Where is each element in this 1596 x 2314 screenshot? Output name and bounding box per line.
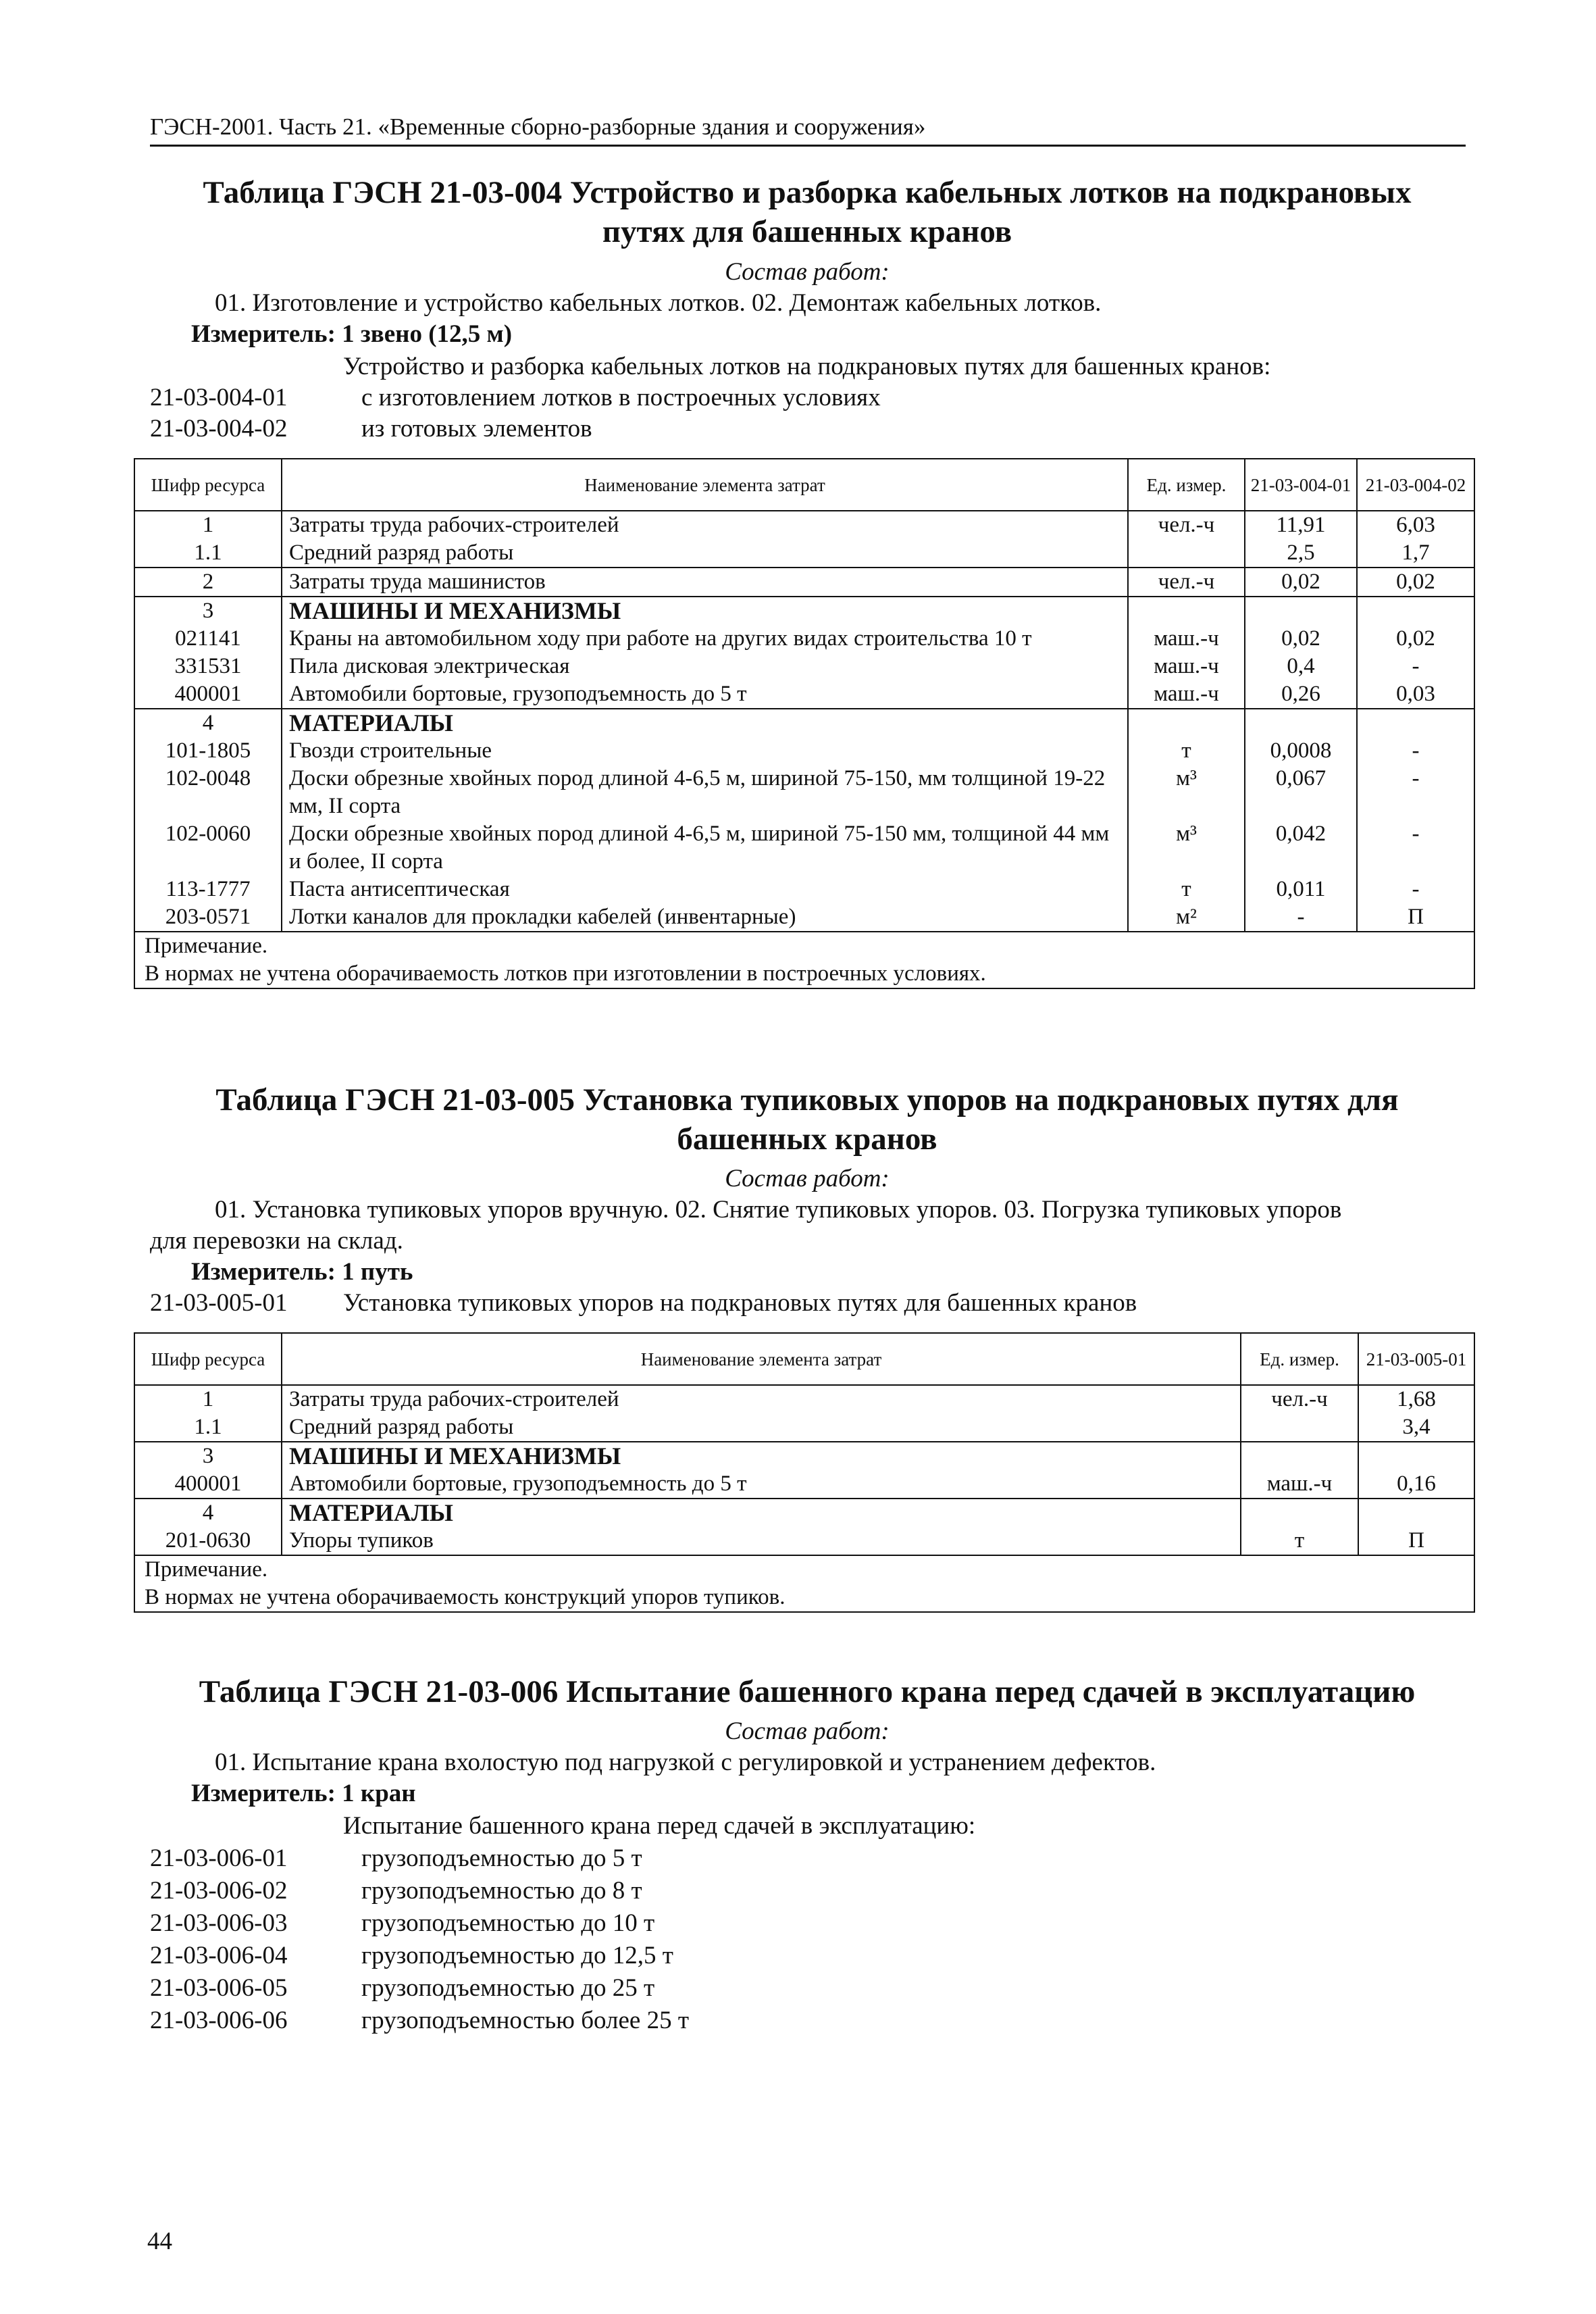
t6-code-1-desc: грузоподъемностью до 5 т: [361, 1844, 642, 1872]
t4-code-2-desc: из готовых элементов: [361, 415, 592, 443]
t5-code-desc: Установка тупиковых упоров на подкрановых путях для башенных кранов: [343, 1289, 1137, 1317]
table-row: 113-1777 Паста антисептическая т 0,011 -: [134, 876, 1474, 903]
t5-title-line1: Таблица ГЭСН 21-03-005 Установка тупиковых упоров на подкрановых путях для: [215, 1082, 1399, 1117]
t5-works-line1: 01. Установка тупиковых упоров вручную. 02. Снятие тупиковых упоров. 03. Погрузка тупиковых упоров: [215, 1196, 1342, 1224]
t6-code-2: 21-03-006-02: [150, 1877, 288, 1905]
t5-head-cipher: Шифр ресурса: [134, 1333, 282, 1385]
t5-note: В нормах не учтена оборачиваемость конструкций упоров тупиков.: [145, 1585, 786, 1609]
t5-works-line2: для перевозки на склад.: [150, 1227, 403, 1255]
t5-head-unit: Ед. измер.: [1241, 1333, 1358, 1385]
table-row: 331531 Пила дисковая электрическая маш.-ч 0,4 -: [134, 653, 1474, 680]
t5-code: 21-03-005-01: [150, 1289, 288, 1317]
t4-code-1-desc: с изготовлением лотков в построечных условиях: [361, 384, 881, 411]
t6-code-4: 21-03-006-04: [150, 1942, 288, 1969]
note-row: [134, 932, 1474, 988]
t6-intro: Испытание башенного крана перед сдачей в эксплуатацию:: [343, 1812, 976, 1840]
t6-code-3-desc: грузоподъемностью до 10 т: [361, 1909, 655, 1937]
section-row: 4 МАТЕРИАЛЫ: [134, 1499, 1474, 1527]
section-row: 3 МАШИНЫ И МЕХАНИЗМЫ: [134, 1442, 1474, 1470]
t4-code-1: 21-03-004-01: [150, 384, 288, 411]
t5-note-label: Примечание.: [145, 1557, 268, 1582]
t4-head-cipher: Шифр ресурса: [134, 459, 282, 511]
t6-code-2-desc: грузоподъемностью до 8 т: [361, 1877, 642, 1905]
t4-head-unit: Ед. измер.: [1128, 459, 1245, 511]
table-row: 2 Затраты труда машинистов чел.-ч 0,02 0,02: [134, 568, 1474, 597]
table-row: 400001 Автомобили бортовые, грузоподъемность до 5 т маш.-ч 0,26 0,03: [134, 680, 1474, 709]
table-row: 1 Затраты труда рабочих-строителей чел.-ч 1,68: [134, 1385, 1474, 1413]
table-row: 1 Затраты труда рабочих-строителей чел.-ч 11,91 6,03: [134, 511, 1474, 539]
t4-intro: Устройство и разборка кабельных лотков на подкрановых путях для башенных кранов:: [343, 353, 1271, 380]
table-row: 1.1 Средний разряд работы 2,5 1,7: [134, 539, 1474, 568]
t4-resource-table: [134, 458, 1475, 989]
section-row: 4 МАТЕРИАЛЫ: [134, 709, 1474, 737]
page-number: 44: [147, 2228, 172, 2255]
t6-composition-label: Состав работ:: [725, 1717, 890, 1745]
t6-code-6: 21-03-006-06: [150, 2007, 288, 2034]
t6-works: 01. Испытание крана вхолостую под нагрузкой с регулировкой и устранением дефектов.: [215, 1749, 1156, 1776]
t4-head-col2: 21-03-004-02: [1357, 459, 1474, 511]
t4-title-line2: путях для башенных кранов: [602, 214, 1012, 249]
t4-head-name: Наименование элемента затрат: [282, 459, 1128, 511]
t5-head-name: Наименование элемента затрат: [282, 1333, 1241, 1385]
t4-code-2: 21-03-004-02: [150, 415, 288, 443]
t6-code-6-desc: грузоподъемностью более 25 т: [361, 2007, 690, 2034]
t4-note: В нормах не учтена оборачиваемость лотков при изготовлении в построечных условиях.: [145, 961, 986, 986]
t4-head-col1: 21-03-004-01: [1245, 459, 1357, 511]
note-row: [134, 1555, 1474, 1612]
t5-header-row: [134, 1333, 1474, 1385]
table-row: 201-0630 Упоры тупиков т П: [134, 1527, 1474, 1555]
t6-code-5: 21-03-006-05: [150, 1974, 288, 2002]
table-row: 102-0060 Доски обрезные хвойных пород длиной 4-6,5 м, шириной 75-150 мм, толщиной 44 мм и более, II сорта м³ 0,042 -: [134, 820, 1474, 876]
t6-code-3: 21-03-006-03: [150, 1909, 288, 1937]
table-row: 102-0048 Доски обрезные хвойных пород длиной 4-6,5 м, шириной 75-150, мм толщиной 19-22 мм, II сорта м³ 0,067 -: [134, 765, 1474, 820]
t5-composition-label: Состав работ:: [725, 1165, 890, 1192]
t5-head-col1: 21-03-005-01: [1358, 1333, 1474, 1385]
t6-title: Таблица ГЭСН 21-03-006 Испытание башенного крана перед сдачей в эксплуатацию: [199, 1674, 1416, 1709]
t6-code-4-desc: грузоподъемностью до 12,5 т: [361, 1942, 673, 1969]
table-row: 1.1 Средний разряд работы 3,4: [134, 1413, 1474, 1442]
t4-meter: Измеритель: 1 звено (12,5 м): [191, 320, 513, 348]
t4-title-line1: Таблица ГЭСН 21-03-004 Устройство и разборка кабельных лотков на подкрановых: [203, 175, 1412, 210]
t5-meter: Измеритель: 1 путь: [191, 1258, 413, 1286]
t6-meter: Измеритель: 1 кран: [191, 1780, 416, 1807]
t6-code-1: 21-03-006-01: [150, 1844, 288, 1872]
t4-header-row: [134, 459, 1474, 511]
t6-code-5-desc: грузоподъемностью до 25 т: [361, 1974, 655, 2002]
running-header: ГЭСН-2001. Часть 21. «Временные сборно-разборные здания и сооружения»: [150, 112, 1466, 147]
table-row: 203-0571 Лотки каналов для прокладки кабелей (инвентарные) м² - П: [134, 903, 1474, 932]
t4-note-label: Примечание.: [145, 934, 268, 958]
table-row: 400001 Автомобили бортовые, грузоподъемность до 5 т маш.-ч 0,16: [134, 1470, 1474, 1499]
section-row: 3 МАШИНЫ И МЕХАНИЗМЫ: [134, 597, 1474, 625]
table-row: 021141 Краны на автомобильном ходу при работе на других видах строительства 10 т маш.-ч 0,02 0,02: [134, 625, 1474, 653]
t4-works: 01. Изготовление и устройство кабельных лотков. 02. Демонтаж кабельных лотков.: [215, 289, 1102, 317]
t4-composition-label: Состав работ:: [725, 258, 890, 286]
t5-resource-table: [134, 1332, 1475, 1613]
t5-title-line2: башенных кранов: [677, 1122, 937, 1157]
table-row: 101-1805 Гвозди строительные т 0,0008 -: [134, 737, 1474, 765]
